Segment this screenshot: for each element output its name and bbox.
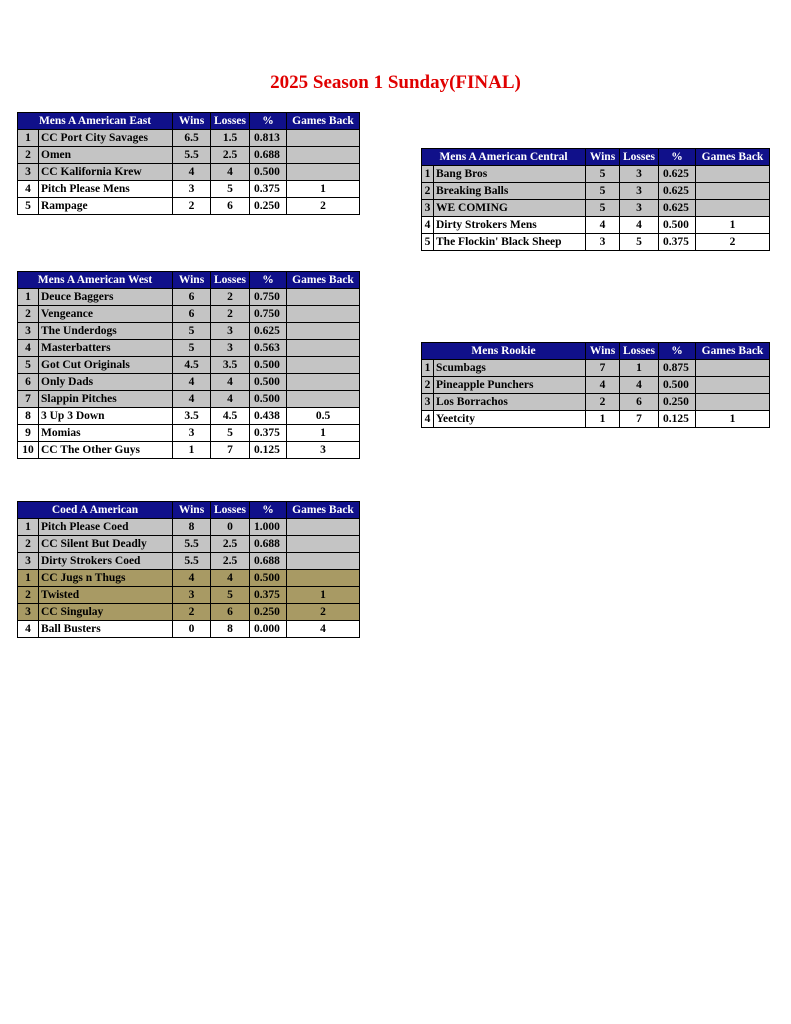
pct-header: % [250,502,287,519]
team-name-cell: Momias [39,425,173,442]
wins-cell: 1 [173,442,211,459]
pct-cell: 0.250 [250,604,287,621]
rank-cell: 2 [18,536,39,553]
division-name: Mens A American Central [422,149,586,166]
wins-cell: 5.5 [173,553,211,570]
rank-cell: 3 [422,394,434,411]
wins-cell: 2 [173,604,211,621]
wins-cell: 6 [173,289,211,306]
pct-cell: 0.813 [250,130,287,147]
rank-cell: 3 [18,553,39,570]
rank-cell: 1 [18,289,39,306]
losses-cell: 6 [620,394,659,411]
team-name-cell: Vengeance [39,306,173,323]
team-name-cell: Pitch Please Mens [39,181,173,198]
rank-cell: 4 [18,181,39,198]
rank-cell: 9 [18,425,39,442]
table-row [18,164,360,181]
team-name-cell: Dirty Strokers Mens [434,217,586,234]
losses-cell: 5 [211,587,250,604]
team-name-cell: Rampage [39,198,173,215]
table-row [422,411,770,428]
team-name-cell: CC Kalifornia Krew [39,164,173,181]
rank-cell: 2 [18,147,39,164]
losses-cell: 3 [620,200,659,217]
rank-cell: 5 [422,234,434,251]
rank-cell: 4 [18,340,39,357]
games-back-cell [287,340,360,357]
division-name: Mens A American West [18,272,173,289]
team-name-cell: Omen [39,147,173,164]
wins-cell: 3.5 [173,408,211,425]
rank-cell: 4 [422,217,434,234]
losses-cell: 2.5 [211,147,250,164]
rank-cell: 5 [18,198,39,215]
team-name-cell: Yeetcity [434,411,586,428]
games-back-cell [287,289,360,306]
team-name-cell: CC Port City Savages [39,130,173,147]
pct-header: % [659,343,696,360]
team-name-cell: CC The Other Guys [39,442,173,459]
wins-cell: 4 [586,217,620,234]
wins-cell: 2 [173,198,211,215]
games-back-cell: 1 [287,181,360,198]
games-back-cell: 2 [287,198,360,215]
wins-cell: 2 [586,394,620,411]
table-header-row [18,502,360,519]
games-back-header: Games Back [696,149,770,166]
wins-cell: 5 [586,183,620,200]
table-row [18,570,360,587]
losses-header: Losses [211,502,250,519]
pct-cell: 1.000 [250,519,287,536]
table-row [422,217,770,234]
team-name-cell: CC Silent But Deadly [39,536,173,553]
wins-cell: 3 [173,587,211,604]
losses-cell: 6 [211,198,250,215]
table-row [18,604,360,621]
pct-cell: 0.500 [659,217,696,234]
games-back-cell: 1 [287,425,360,442]
rank-cell: 4 [422,411,434,428]
games-back-cell [696,200,770,217]
team-name-cell: Los Borrachos [434,394,586,411]
games-back-header: Games Back [287,272,360,289]
table-row [18,289,360,306]
wins-header: Wins [173,272,211,289]
wins-header: Wins [586,343,620,360]
pct-cell: 0.500 [250,570,287,587]
wins-cell: 5.5 [173,147,211,164]
games-back-cell [287,374,360,391]
table-row [18,442,360,459]
losses-cell: 3.5 [211,357,250,374]
games-back-cell: 4 [287,621,360,638]
games-back-cell [696,360,770,377]
table-row [18,553,360,570]
games-back-cell [696,183,770,200]
wins-cell: 5 [173,323,211,340]
table-row [18,374,360,391]
pct-cell: 0.375 [250,587,287,604]
games-back-cell [696,377,770,394]
wins-cell: 3 [173,181,211,198]
games-back-cell: 2 [287,604,360,621]
table-row [422,360,770,377]
table-row [18,130,360,147]
pct-cell: 0.000 [250,621,287,638]
losses-cell: 7 [211,442,250,459]
table-header-row [18,113,360,130]
standings-table-coed-a-american [17,501,360,638]
losses-cell: 2.5 [211,553,250,570]
wins-header: Wins [173,502,211,519]
losses-header: Losses [211,272,250,289]
rank-cell: 8 [18,408,39,425]
rank-cell: 2 [18,587,39,604]
table-row [422,200,770,217]
standings-table-mens-a-american-east [17,112,360,215]
table-row [18,621,360,638]
table-header-row [18,272,360,289]
losses-cell: 4.5 [211,408,250,425]
table-row [18,519,360,536]
wins-cell: 5 [586,166,620,183]
wins-cell: 4 [173,570,211,587]
pct-cell: 0.688 [250,553,287,570]
games-back-cell: 3 [287,442,360,459]
losses-cell: 1.5 [211,130,250,147]
table-row [18,340,360,357]
losses-cell: 4 [211,391,250,408]
games-back-cell: 1 [696,411,770,428]
wins-cell: 7 [586,360,620,377]
rank-cell: 1 [18,519,39,536]
wins-header: Wins [586,149,620,166]
rank-cell: 1 [422,166,434,183]
pct-cell: 0.688 [250,147,287,164]
table-row [18,198,360,215]
table-header-row [422,149,770,166]
losses-cell: 0 [211,519,250,536]
games-back-cell [287,391,360,408]
rank-cell: 1 [422,360,434,377]
rank-cell: 2 [422,377,434,394]
team-name-cell: Breaking Balls [434,183,586,200]
team-name-cell: Masterbatters [39,340,173,357]
wins-cell: 3 [173,425,211,442]
losses-cell: 3 [620,166,659,183]
wins-header: Wins [173,113,211,130]
games-back-cell [287,519,360,536]
pct-cell: 0.375 [250,425,287,442]
team-name-cell: The Underdogs [39,323,173,340]
pct-cell: 0.750 [250,289,287,306]
wins-cell: 8 [173,519,211,536]
losses-cell: 4 [211,164,250,181]
team-name-cell: Got Cut Originals [39,357,173,374]
pct-header: % [250,113,287,130]
team-name-cell: Pitch Please Coed [39,519,173,536]
pct-cell: 0.500 [250,374,287,391]
rank-cell: 3 [422,200,434,217]
pct-cell: 0.625 [659,200,696,217]
games-back-header: Games Back [696,343,770,360]
pct-cell: 0.375 [250,181,287,198]
losses-cell: 4 [211,374,250,391]
team-name-cell: Ball Busters [39,621,173,638]
pct-cell: 0.375 [659,234,696,251]
losses-header: Losses [620,149,659,166]
pct-cell: 0.125 [250,442,287,459]
pct-cell: 0.625 [659,183,696,200]
games-back-header: Games Back [287,502,360,519]
pct-cell: 0.563 [250,340,287,357]
pct-cell: 0.500 [250,357,287,374]
pct-cell: 0.500 [250,164,287,181]
division-name: Mens A American East [18,113,173,130]
team-name-cell: Dirty Strokers Coed [39,553,173,570]
division-name: Coed A American [18,502,173,519]
table-row [18,391,360,408]
standings-table-mens-a-american-west [17,271,360,459]
losses-cell: 5 [211,425,250,442]
team-name-cell: Slappin Pitches [39,391,173,408]
team-name-cell: Twisted [39,587,173,604]
games-back-cell [287,306,360,323]
games-back-cell: 1 [287,587,360,604]
games-back-cell: 1 [696,217,770,234]
pct-cell: 0.125 [659,411,696,428]
table-row [422,234,770,251]
losses-cell: 8 [211,621,250,638]
wins-cell: 0 [173,621,211,638]
wins-cell: 4 [173,374,211,391]
table-row [422,166,770,183]
page-title: 2025 Season 1 Sunday(FINAL) [270,72,521,93]
losses-cell: 4 [620,217,659,234]
rank-cell: 6 [18,374,39,391]
rank-cell: 2 [422,183,434,200]
games-back-cell [696,394,770,411]
rank-cell: 10 [18,442,39,459]
losses-cell: 6 [211,604,250,621]
table-row [18,306,360,323]
losses-header: Losses [620,343,659,360]
rank-cell: 3 [18,604,39,621]
team-name-cell: Only Dads [39,374,173,391]
table-row [422,377,770,394]
rank-cell: 1 [18,130,39,147]
team-name-cell: WE COMING [434,200,586,217]
table-header-row [422,343,770,360]
pct-cell: 0.250 [659,394,696,411]
rank-cell: 3 [18,323,39,340]
wins-cell: 4 [586,377,620,394]
standings-table-mens-rookie [421,342,770,428]
table-row [18,323,360,340]
losses-cell: 3 [620,183,659,200]
pct-cell: 0.625 [250,323,287,340]
table-row [18,536,360,553]
pct-cell: 0.625 [659,166,696,183]
losses-cell: 1 [620,360,659,377]
losses-cell: 7 [620,411,659,428]
table-row [18,425,360,442]
games-back-cell: 0.5 [287,408,360,425]
table-row [422,394,770,411]
rank-cell: 5 [18,357,39,374]
games-back-cell [287,570,360,587]
pct-cell: 0.688 [250,536,287,553]
table-row [18,147,360,164]
rank-cell: 7 [18,391,39,408]
wins-cell: 5 [173,340,211,357]
wins-cell: 4.5 [173,357,211,374]
pct-cell: 0.500 [659,377,696,394]
pct-cell: 0.250 [250,198,287,215]
rank-cell: 4 [18,621,39,638]
losses-cell: 4 [620,377,659,394]
team-name-cell: Deuce Baggers [39,289,173,306]
losses-cell: 4 [211,570,250,587]
wins-cell: 4 [173,164,211,181]
standings-table-mens-a-american-central [421,148,770,251]
losses-header: Losses [211,113,250,130]
rank-cell: 3 [18,164,39,181]
team-name-cell: 3 Up 3 Down [39,408,173,425]
losses-cell: 3 [211,323,250,340]
losses-cell: 3 [211,340,250,357]
rank-cell: 2 [18,306,39,323]
games-back-cell [287,147,360,164]
pct-header: % [250,272,287,289]
wins-cell: 3 [586,234,620,251]
wins-cell: 5 [586,200,620,217]
pct-cell: 0.875 [659,360,696,377]
team-name-cell: CC Singulay [39,604,173,621]
wins-cell: 5.5 [173,536,211,553]
wins-cell: 6 [173,306,211,323]
games-back-cell [287,536,360,553]
team-name-cell: The Flockin' Black Sheep [434,234,586,251]
games-back-cell [287,130,360,147]
losses-cell: 2 [211,289,250,306]
table-row [18,357,360,374]
games-back-header: Games Back [287,113,360,130]
wins-cell: 4 [173,391,211,408]
wins-cell: 6.5 [173,130,211,147]
games-back-cell [287,553,360,570]
losses-cell: 2.5 [211,536,250,553]
games-back-cell: 2 [696,234,770,251]
table-row [18,408,360,425]
team-name-cell: Bang Bros [434,166,586,183]
games-back-cell [287,323,360,340]
table-row [18,587,360,604]
pct-cell: 0.500 [250,391,287,408]
table-row [18,181,360,198]
losses-cell: 5 [211,181,250,198]
wins-cell: 1 [586,411,620,428]
losses-cell: 5 [620,234,659,251]
games-back-cell [287,357,360,374]
pct-header: % [659,149,696,166]
team-name-cell: Scumbags [434,360,586,377]
games-back-cell [287,164,360,181]
pct-cell: 0.750 [250,306,287,323]
table-row [422,183,770,200]
team-name-cell: CC Jugs n Thugs [39,570,173,587]
pct-cell: 0.438 [250,408,287,425]
division-name: Mens Rookie [422,343,586,360]
games-back-cell [696,166,770,183]
rank-cell: 1 [18,570,39,587]
team-name-cell: Pineapple Punchers [434,377,586,394]
losses-cell: 2 [211,306,250,323]
